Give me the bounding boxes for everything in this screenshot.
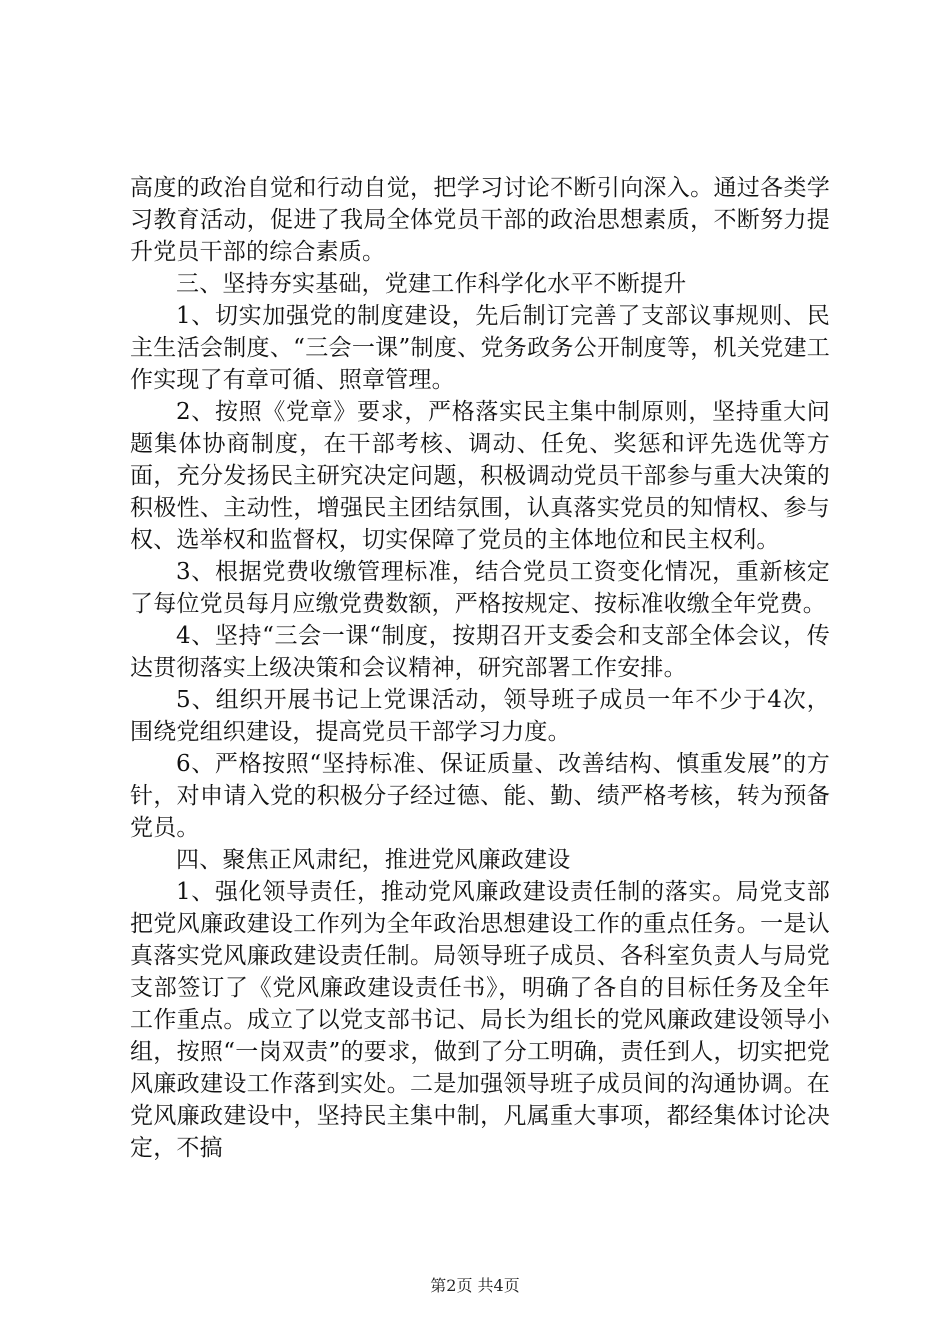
- section-heading-4: 四、聚焦正风肃纪，推进党风廉政建设: [176, 847, 571, 873]
- paragraph-item-4-1: 1、强化领导责任，推动党风廉政建设责任制的落实。局党支部把党风廉政建设工作列为全年政治思想建设工作的重点任务。一是认真落实党风廉政建设责任制。局领导班子成员、各科室负责人与局党支部签订了《党风廉政建设责任书》，明确了各自的目标任务及全年工作重点。成立了以党支部书记、局长为组长的党风廉政建设领导小组，按照“一岗双责”的要求，做到了分工明确，责任到人，切实把党风廉政建设工作落到实处。二是加强领导班子成员间的沟通协调。在党风廉政建设中，坚持民主集中制，凡属重大事项，都经集体讨论决定，不搞: [130, 879, 830, 1161]
- paragraph-continuation: 高度的政治自觉和行动自觉，把学习讨论不断引向深入。通过各类学习教育活动，促进了我局全体党员干部的政治思想素质，不断努力提升党员干部的综合素质。: [130, 175, 830, 265]
- paragraph-item-3-5: 5、组织开展书记上党课活动，领导班子成员一年不少于4次，围绕党组织建设，提高党员干部学习力度。: [130, 687, 830, 745]
- paragraph-item-3-3: 3、根据党费收缴管理标准，结合党员工资变化情况，重新核定了每位党员每月应缴党费数额，严格按规定、按标准收缴全年党费。: [130, 559, 830, 617]
- paragraph-item-3-2: 2、按照《党章》要求，严格落实民主集中制原则，坚持重大问题集体协商制度，在干部考核、调动、任免、奖惩和评先选优等方面，充分发扬民主研究决定问题，积极调动党员干部参与重大决策的积极性、主动性，增强民主团结氛围，认真落实党员的知情权、参与权、选举权和监督权，切实保障了党员的主体地位和民主权利。: [130, 399, 830, 553]
- paragraph-item-3-4: 4、坚持“三会一课“制度，按期召开支委会和支部全体会议，传达贯彻落实上级决策和会议精神，研究部署工作安排。: [130, 623, 830, 681]
- paragraph-item-3-6: 6、严格按照“坚持标准、保证质量、改善结构、慎重发展”的方针，对申请入党的积极分子经过德、能、勤、绩严格考核，转为预备党员。: [130, 751, 830, 841]
- section-heading-3: 三、坚持夯实基础，党建工作科学化水平不断提升: [176, 271, 687, 297]
- document-body: [130, 172, 830, 1164]
- page-footer: 第2页 共4页: [430, 1276, 520, 1295]
- paragraph-item-3-1: 1、切实加强党的制度建设，先后制订完善了支部议事规则、民主生活会制度、“三会一课”制度、党务政务公开制度等，机关党建工作实现了有章可循、照章管理。: [130, 303, 830, 393]
